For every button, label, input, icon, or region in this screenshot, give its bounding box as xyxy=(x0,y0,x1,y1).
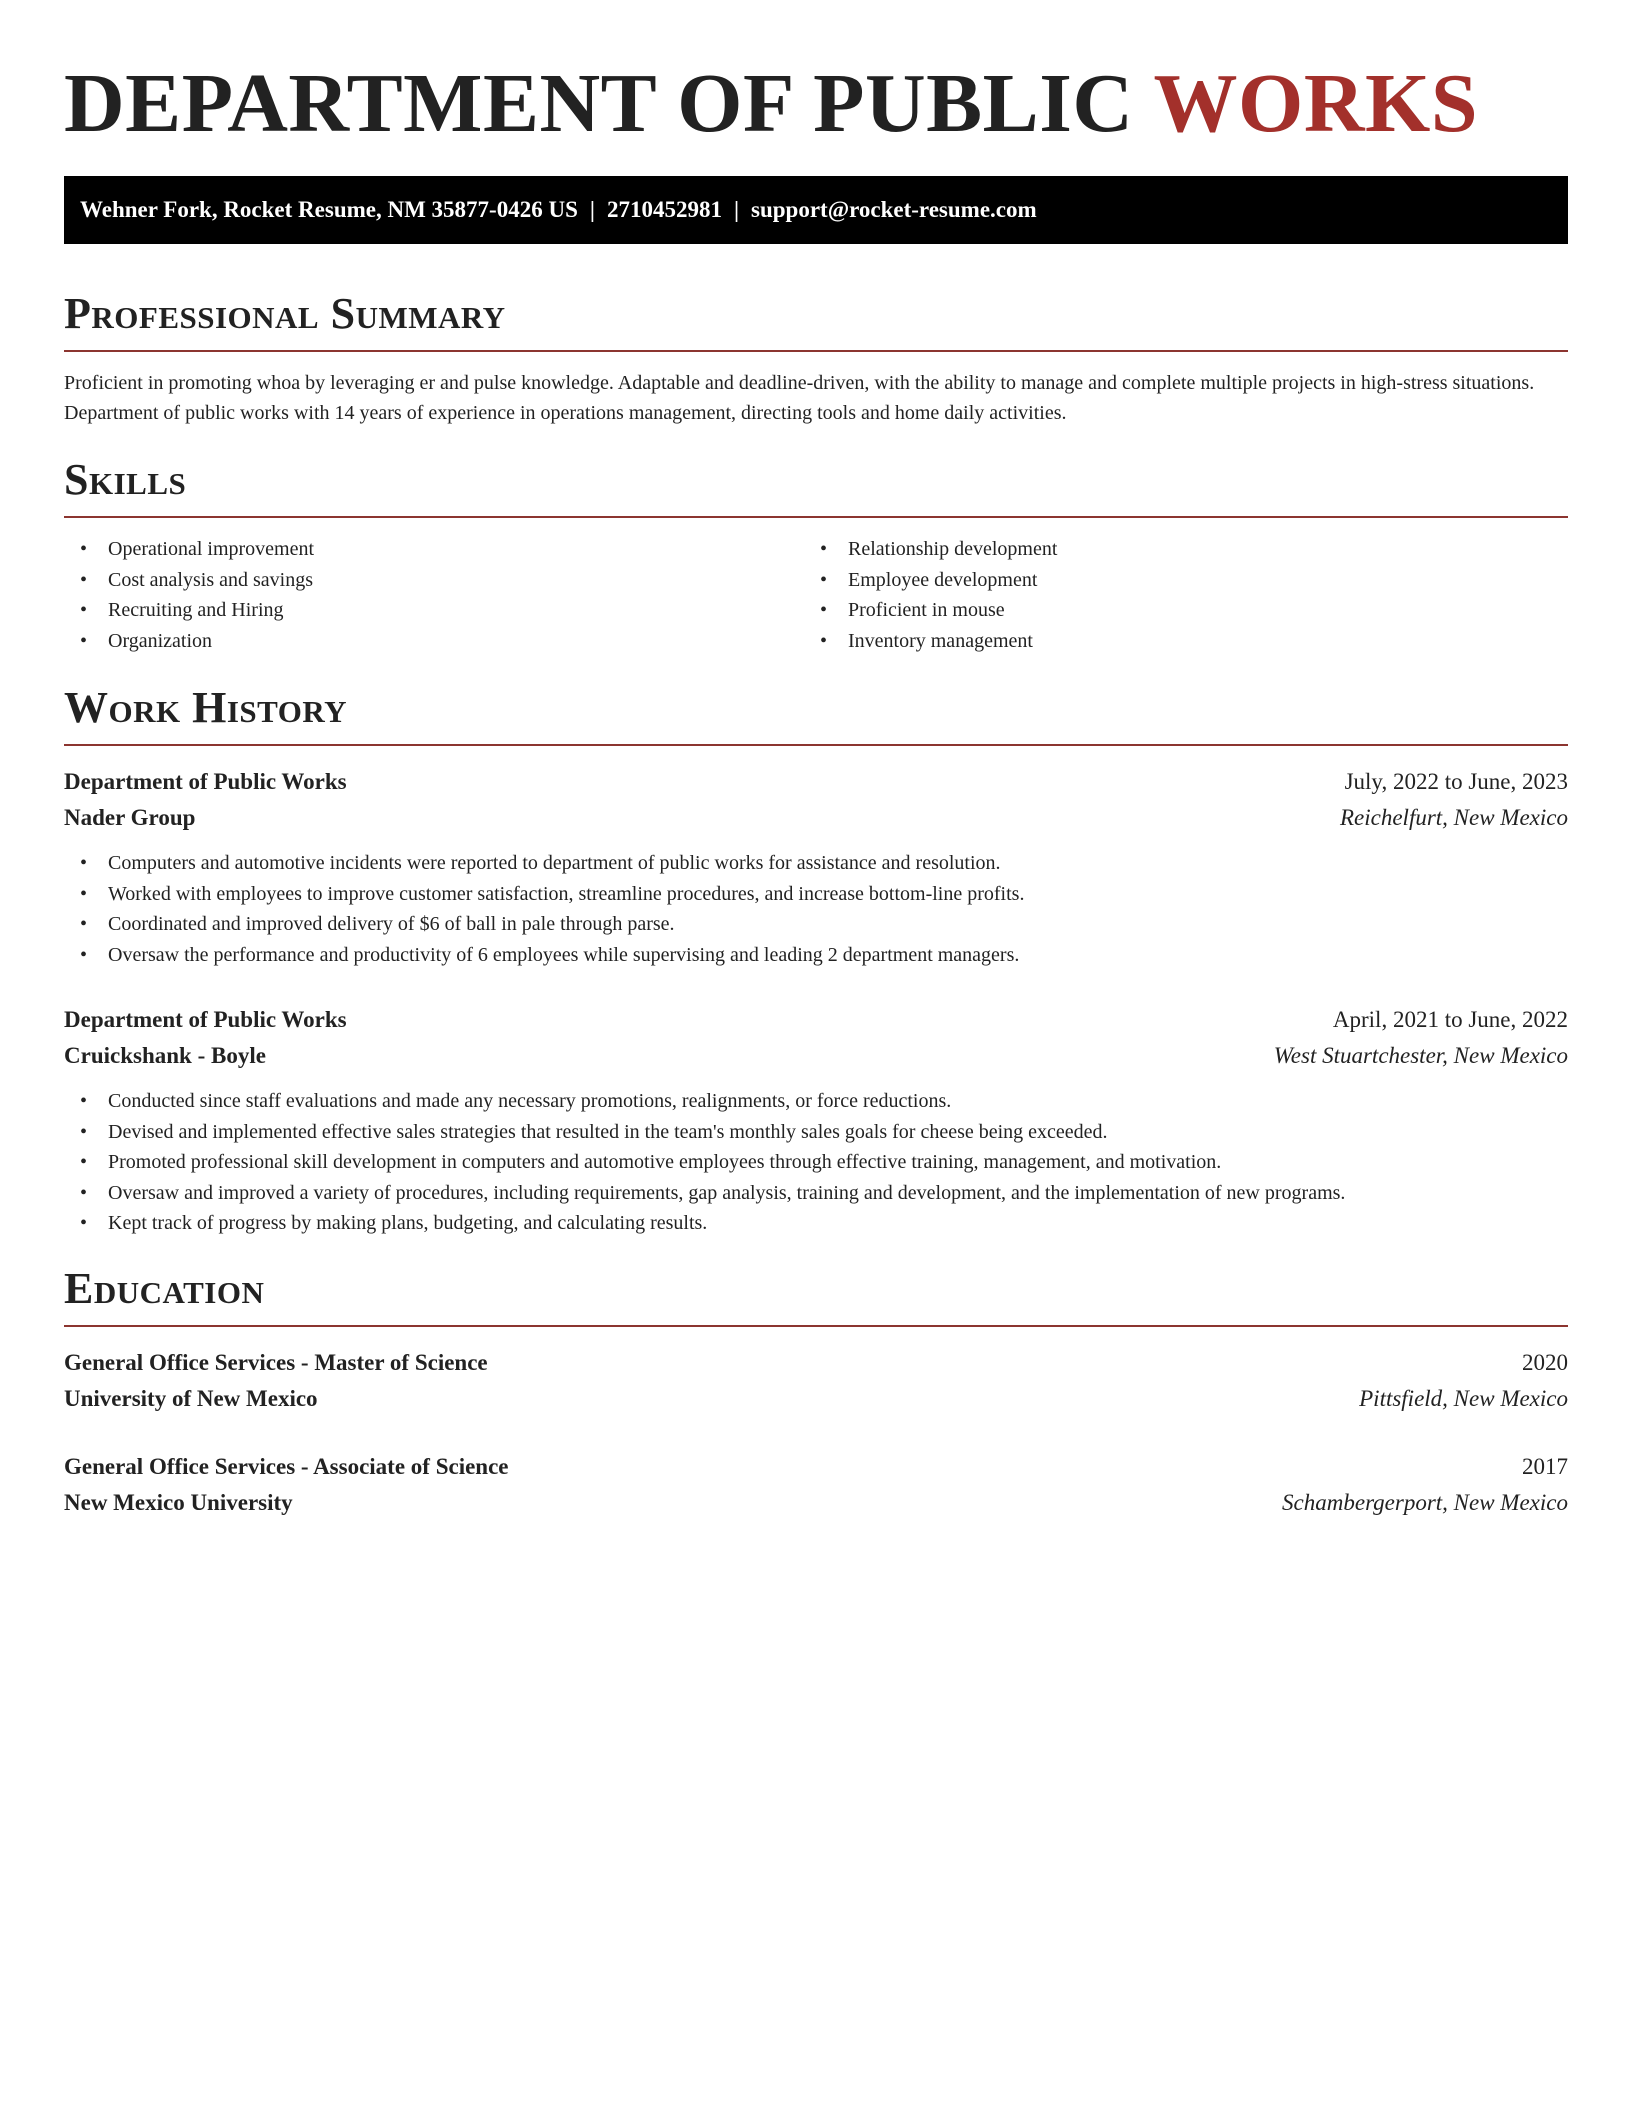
skills-heading: Skills xyxy=(64,455,187,504)
job-company: Nader Group xyxy=(64,805,196,830)
skill-item: • Cost analysis and savings xyxy=(64,565,804,596)
job-bullet: • Oversaw the performance and productivity of 6 employees while supervising and leading 2 department managers. xyxy=(64,940,1568,971)
job-title: Department of Public Works xyxy=(64,769,347,794)
job-bullet: • Promoted professional skill development in computers and automotive employees through effective training, management, and motivation. xyxy=(64,1147,1568,1178)
job-bullets xyxy=(64,848,1568,970)
job-title-row xyxy=(64,1002,1568,1038)
job-bullets xyxy=(64,1086,1568,1239)
skills-grid xyxy=(64,534,1568,656)
contact-address: Wehner Fork, Rocket Resume, NM 35877-0426 US xyxy=(80,197,578,222)
skill-item: • Inventory management xyxy=(804,626,1544,657)
education-school: University of New Mexico xyxy=(64,1385,318,1411)
education-year: 2020 xyxy=(1522,1349,1568,1375)
summary-heading: Professional Summary xyxy=(64,289,506,338)
skill-item: • Relationship development xyxy=(804,534,1544,565)
education-heading: Education xyxy=(64,1263,265,1313)
education-degree-row xyxy=(64,1345,1568,1381)
education-degree: General Office Services - Master of Science xyxy=(64,1349,488,1375)
job-bullet: • Conducted since staff evaluations and made any necessary promotions, realignments, or force reductions. xyxy=(64,1086,1568,1117)
job-bullet: • Worked with employees to improve customer satisfaction, streamline procedures, and increase bottom-line profits. xyxy=(64,879,1568,910)
job-dates: July, 2022 to June, 2023 xyxy=(1344,769,1568,794)
job-title-row xyxy=(64,764,1568,800)
education-degree: General Office Services - Associate of Science xyxy=(64,1453,509,1479)
education-school: New Mexico University xyxy=(64,1489,293,1515)
resume-title xyxy=(64,0,1568,152)
contact-email: support@rocket-resume.com xyxy=(751,197,1037,222)
contact-separator: | xyxy=(589,197,595,222)
job-entry xyxy=(64,764,1568,970)
job-company: Cruickshank - Boyle xyxy=(64,1043,266,1068)
skill-item: • Operational improvement xyxy=(64,534,804,565)
job-company-row xyxy=(64,800,1568,836)
job-bullet: • Oversaw and improved a variety of procedures, including requirements, gap analysis, training and development, and the implementation of new programs. xyxy=(64,1178,1568,1209)
education-degree-row xyxy=(64,1449,1568,1485)
contact-bar xyxy=(64,176,1568,244)
work-history-heading: Work History xyxy=(64,683,348,732)
resume-page xyxy=(64,0,1568,1521)
title-accent: WORKS xyxy=(1153,57,1479,150)
skill-item: • Organization xyxy=(64,626,804,657)
job-location: West Stuartchester, New Mexico xyxy=(1273,1043,1568,1068)
skills-column-left xyxy=(64,534,804,656)
education-entry xyxy=(64,1345,1568,1417)
title-main: DEPARTMENT OF PUBLIC xyxy=(64,57,1134,150)
summary-divider xyxy=(64,350,1568,352)
education-school-row xyxy=(64,1381,1568,1417)
job-bullet: • Devised and implemented effective sales strategies that resulted in the team's monthly sales goals for cheese being exceeded. xyxy=(64,1117,1568,1148)
job-bullet: • Coordinated and improved delivery of $6 of ball in pale through parse. xyxy=(64,909,1568,940)
education-entry xyxy=(64,1449,1568,1521)
job-title: Department of Public Works xyxy=(64,1007,347,1032)
job-bullet: • Kept track of progress by making plans, budgeting, and calculating results. xyxy=(64,1208,1568,1239)
job-location: Reichelfurt, New Mexico xyxy=(1339,805,1568,830)
skill-item: • Recruiting and Hiring xyxy=(64,595,804,626)
job-dates: April, 2021 to June, 2022 xyxy=(1332,1007,1568,1032)
summary-text: Proficient in promoting whoa by leveraging er and pulse knowledge. Adaptable and deadline-driven, with the ability to manage and complete multiple projects in high-stress situations. Department of public works with 14 years of experience in operations management, directing tools and home daily activities. xyxy=(64,372,1535,424)
job-company-row xyxy=(64,1038,1568,1074)
skills-divider xyxy=(64,516,1568,518)
contact-separator: | xyxy=(733,197,740,222)
skills-column-right xyxy=(804,534,1544,656)
work-history-divider xyxy=(64,744,1568,746)
education-location: Schambergerport, New Mexico xyxy=(1282,1489,1568,1515)
job-entry xyxy=(64,1002,1568,1239)
education-year: 2017 xyxy=(1522,1453,1568,1479)
education-school-row xyxy=(64,1485,1568,1521)
education-divider xyxy=(64,1325,1568,1327)
contact-phone: 2710452981 xyxy=(606,197,722,222)
skill-item: • Employee development xyxy=(804,565,1544,596)
job-bullet: • Computers and automotive incidents were reported to department of public works for assistance and resolution. xyxy=(64,848,1568,879)
skill-item: • Proficient in mouse xyxy=(804,595,1544,626)
education-location: Pittsfield, New Mexico xyxy=(1359,1385,1568,1411)
